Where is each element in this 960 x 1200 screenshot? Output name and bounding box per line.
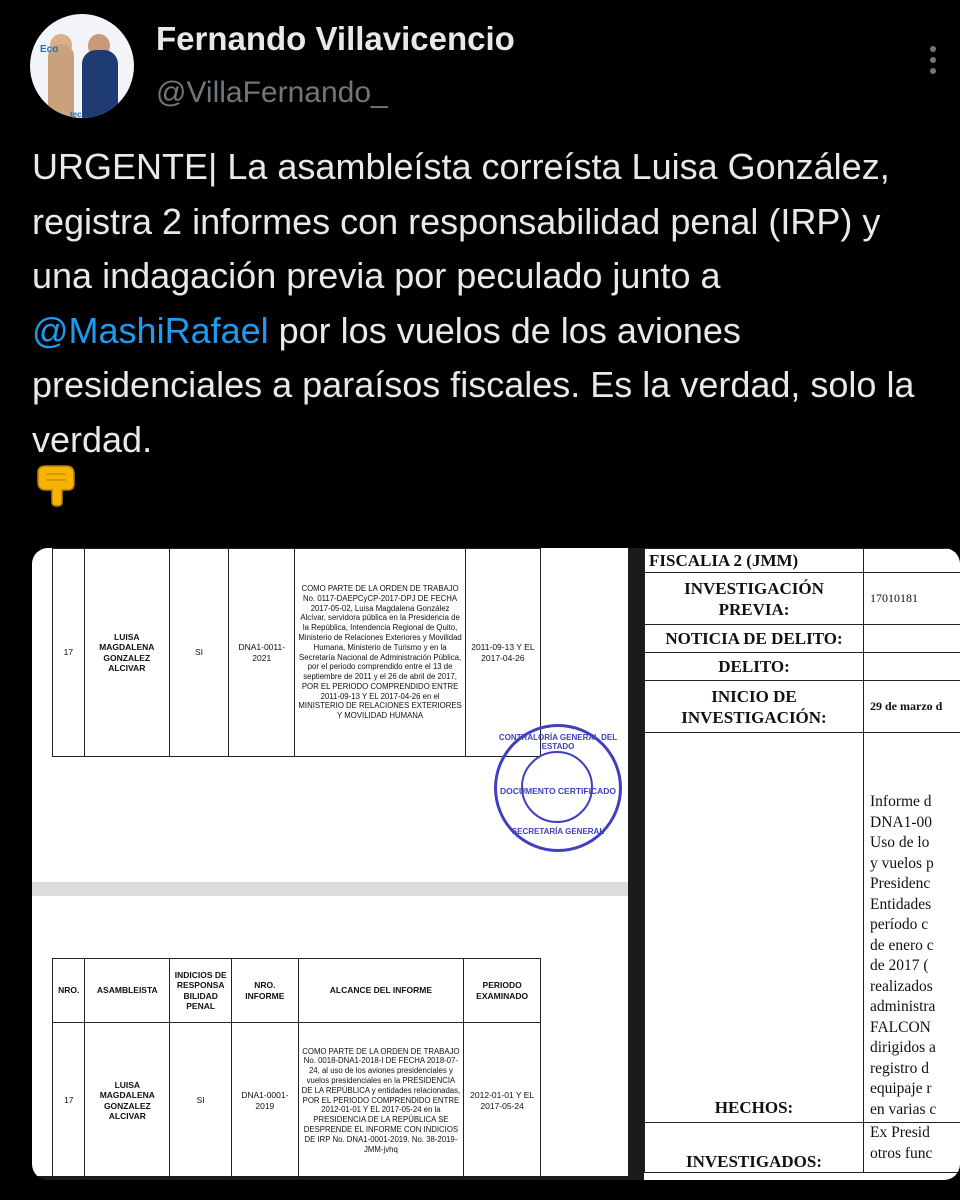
tweet-text-part2: por los vuelos de los aviones presidenciales a paraísos fiscales. Es la verdad, solo la verdad. <box>32 309 915 460</box>
author-name[interactable]: Fernando Villavicencio <box>156 20 515 57</box>
delito-label: DELITO: <box>645 653 864 681</box>
inicio-label: INICIO DE INVESTIGACIÓN: <box>645 681 864 733</box>
tweet-text <box>32 140 942 467</box>
avatar[interactable] <box>30 14 134 118</box>
investigados-label: INVESTIGADOS: <box>645 1123 864 1173</box>
hechos-line: de 2017 ( <box>870 957 929 974</box>
irp-table-bottom <box>52 958 541 1179</box>
fiscalia-table <box>644 548 960 1173</box>
dot <box>930 57 936 63</box>
hechos-line: Informe d <box>870 793 932 810</box>
hechos-line: equipaje r <box>870 1080 932 1097</box>
hechos-line: período c <box>870 916 929 933</box>
header-alcance: ALCANCE DEL INFORME <box>298 959 464 1023</box>
cell-periodo: 2011-09-13 Y EL 2017-04-26 <box>465 549 540 757</box>
avatar-person2-body <box>82 50 118 118</box>
noticia-label: NOTICIA DE DELITO: <box>645 625 864 653</box>
hechos-label: HECHOS: <box>645 733 864 1123</box>
pointing-down-hand-icon <box>32 458 82 508</box>
hechos-line: DNA1-00 <box>870 813 932 831</box>
hechos-line: realizados <box>870 977 933 995</box>
investigados-line: otros func <box>870 1144 933 1162</box>
hechos-text <box>870 792 960 1120</box>
cell-indicios: SI <box>169 549 228 757</box>
investigacion-value: 17010181 <box>864 573 960 625</box>
dot <box>930 46 936 52</box>
investigados-value <box>864 1123 960 1173</box>
delito-value <box>864 653 960 681</box>
hechos-line: registro d <box>870 1059 929 1077</box>
header-asambleista: ASAMBLEISTA <box>85 959 170 1023</box>
hechos-line: Presidenc <box>870 875 931 892</box>
avatar-logo-text: Eco <box>40 44 59 55</box>
cell-alcance: COMO PARTE DE LA ORDEN DE TRABAJO No. 0117-DAEPCyCP-2017-DPJ DE FECHA 2017-05-02, Luisa Magdalena González Alcívar, servidora pública en la Presidencia de la República, Intendencia Regional de Quito, Ministerio de Relaciones Exteriores y Movilidad Humana, Ministerio de Turismo y en la Secretaría Nacional de Administración Pública, por el periodo comprendido entre el 13 de septiembre de 2011 y el 26 de abril de 2017, POR EL PERIODO COMPRENDIDO ENTRE 2011-09-13 Y EL 2017-04-26 en el MINISTERIO DE RELACIONES EXTERIORES Y MOVILIDAD HUMANA <box>295 549 465 757</box>
cell-alcance: COMO PARTE DE LA ORDEN DE TRABAJO No. 0018-DNA1-2018-I DE FECHA 2018-07-24, al uso de los aviones presidenciales y vuelos presidenciales en la PRESIDENCIA DE LA REPÚBLICA y entidades relacionadas, POR EL PERIODO COMPRENDIDO ENTRE 2012-01-01 Y EL 2017-05-24 en la PRESIDENCIA DE LA REPÚBLICA SE DESPRENDE EL INFORME CON INDICIOS DE IRP No. DNA1-0001-2019. No. 38-2019-JMM-jvhq <box>298 1023 464 1179</box>
cell-periodo: 2012-01-01 Y EL 2017-05-24 <box>464 1023 541 1179</box>
hechos-line: administra <box>870 998 936 1015</box>
cell-indicios: SI <box>170 1023 232 1179</box>
header-periodo: PERIODO EXAMINADO <box>464 959 541 1023</box>
header-indicios: INDICIOS DE RESPONSA BILIDAD PENAL <box>170 959 232 1023</box>
certified-stamp <box>494 724 622 852</box>
inicio-value: 29 de marzo d <box>864 681 960 733</box>
investigados-text <box>870 1123 960 1164</box>
dot <box>930 68 936 74</box>
more-options-icon[interactable] <box>918 46 948 86</box>
cell-nro: 17 <box>53 1023 85 1179</box>
hechos-value <box>864 733 960 1123</box>
hechos-line: FALCON <box>870 1018 931 1036</box>
investigacion-label: INVESTIGACIÓN PREVIA: <box>645 573 864 625</box>
hechos-line: Entidades <box>870 895 932 913</box>
document-right <box>644 548 960 1180</box>
author-handle[interactable]: @VillaFernando_ <box>156 76 388 109</box>
media-image[interactable] <box>32 548 960 1180</box>
hechos-line: dirigidos a <box>870 1039 936 1056</box>
cell-informe: DNA1-0011-2021 <box>229 549 295 757</box>
cell-informe: DNA1-0001-2019 <box>232 1023 298 1179</box>
noticia-value <box>864 625 960 653</box>
cell-nro: 17 <box>53 549 85 757</box>
stamp-bottom-text: SECRETARÍA GENERAL <box>511 827 605 836</box>
hechos-line: de enero c <box>870 936 934 954</box>
stamp-top-text: CONTRALORÍA GENERAL DEL ESTADO <box>498 733 618 751</box>
header-informe: NRO. INFORME <box>232 959 298 1023</box>
investigados-line: Ex Presid <box>870 1124 930 1141</box>
hechos-line: Uso de lo <box>870 834 930 851</box>
page-divider <box>32 882 628 896</box>
fiscalia-label: FISCALIA 2 (JMM) <box>645 549 864 573</box>
cell-asambleista: LUISA MAGDALENA GONZALEZ ALCIVAR <box>84 549 169 757</box>
document-left <box>32 548 628 1176</box>
mention-link[interactable]: @MashiRafael <box>32 309 269 351</box>
avatar-person-body <box>48 44 74 118</box>
header-nro: NRO. <box>53 959 85 1023</box>
avatar-logo-text-2: tec <box>70 110 82 118</box>
tweet-text-part1: URGENTE| La asambleísta correísta Luisa González, registra 2 informes con responsabilidad penal (IRP) y una indagación previa por peculado junto a <box>32 146 890 296</box>
hechos-line: y vuelos p <box>870 854 934 872</box>
irp-table-top <box>52 548 541 757</box>
hechos-line: en varias c <box>870 1100 937 1118</box>
stamp-middle-text: DOCUMENTO CERTIFICADO <box>499 786 616 796</box>
fiscalia-value <box>864 549 960 573</box>
cell-asambleista: LUISA MAGDALENA GONZALEZ ALCIVAR <box>85 1023 170 1179</box>
